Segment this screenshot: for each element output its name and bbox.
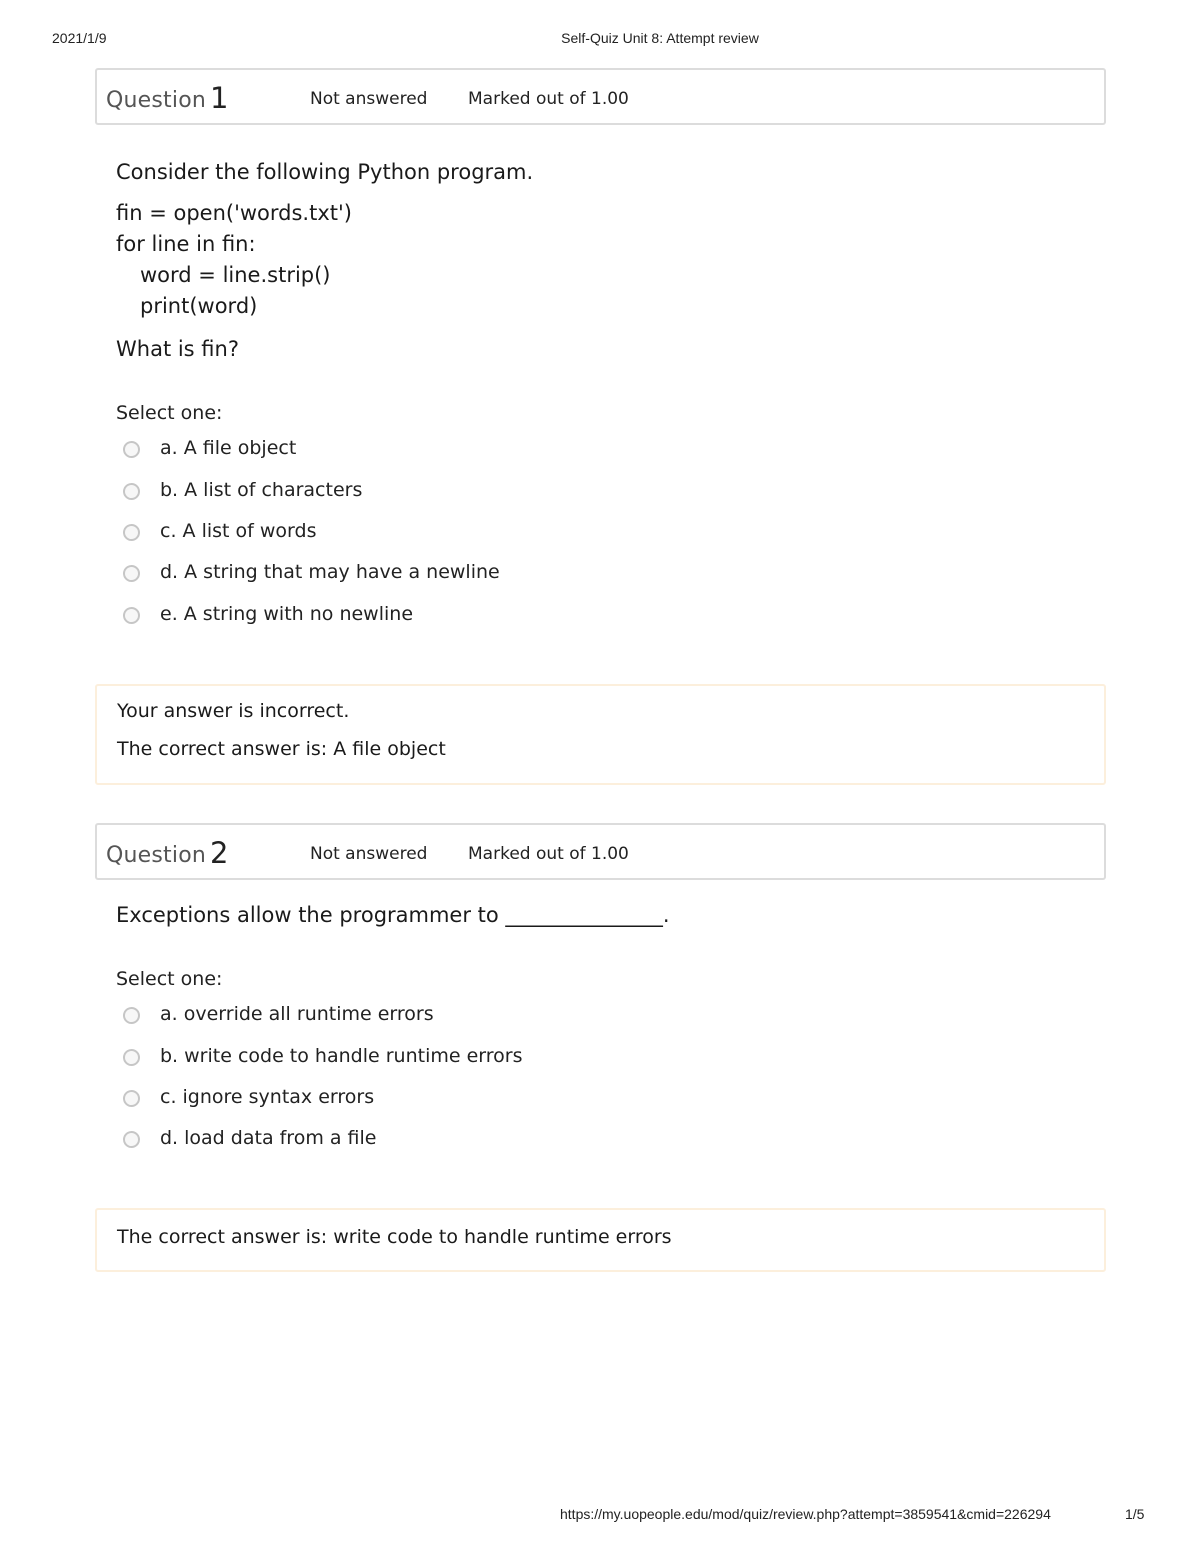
option-label: a. override all runtime errors bbox=[160, 1003, 434, 1025]
option-label: d. load data from a file bbox=[160, 1127, 377, 1149]
radio-button[interactable] bbox=[123, 1049, 140, 1066]
feedback-correct-answer: The correct answer is: A file object bbox=[117, 738, 446, 760]
feedback-status: Your answer is incorrect. bbox=[117, 700, 350, 722]
print-title: Self-Quiz Unit 8: Attempt review bbox=[561, 30, 759, 46]
print-page-number: 1/5 bbox=[1125, 1506, 1145, 1522]
question-state: Not answered bbox=[310, 844, 428, 864]
print-footer-url: https://my.uopeople.edu/mod/quiz/review.php?attempt=3859541&cmid=226294 bbox=[560, 1506, 1051, 1522]
question-state: Not answered bbox=[310, 89, 428, 109]
feedback-correct-answer: The correct answer is: write code to handle runtime errors bbox=[117, 1226, 672, 1248]
code-line: for line in fin: bbox=[116, 232, 256, 256]
radio-button[interactable] bbox=[123, 1007, 140, 1024]
radio-button[interactable] bbox=[123, 483, 140, 500]
option-label: b. A list of characters bbox=[160, 479, 363, 501]
question-grade: Marked out of 1.00 bbox=[468, 844, 629, 864]
question-label: Question bbox=[106, 843, 206, 868]
radio-button[interactable] bbox=[123, 565, 140, 582]
option-label: c. ignore syntax errors bbox=[160, 1086, 375, 1108]
question-1-header bbox=[95, 68, 1106, 125]
question-1-prompt: What is fin? bbox=[116, 337, 239, 361]
question-1-intro: Consider the following Python program. bbox=[116, 160, 534, 184]
radio-button[interactable] bbox=[123, 1090, 140, 1107]
code-line: word = line.strip() bbox=[140, 263, 331, 287]
code-line: fin = open('words.txt') bbox=[116, 201, 352, 225]
question-2-intro: Exceptions allow the programmer to _______________. bbox=[116, 903, 670, 927]
question-2-feedback bbox=[95, 1208, 1106, 1272]
question-label: Question bbox=[106, 88, 206, 113]
print-date: 2021/1/9 bbox=[52, 30, 107, 46]
option-label: a. A file object bbox=[160, 437, 297, 459]
option-label: d. A string that may have a newline bbox=[160, 561, 500, 583]
question-number: 2 bbox=[210, 836, 229, 870]
radio-button[interactable] bbox=[123, 524, 140, 541]
select-one-label: Select one: bbox=[116, 402, 223, 424]
radio-button[interactable] bbox=[123, 441, 140, 458]
option-label: b. write code to handle runtime errors bbox=[160, 1045, 523, 1067]
question-1-feedback bbox=[95, 684, 1106, 785]
option-label: c. A list of words bbox=[160, 520, 317, 542]
radio-button[interactable] bbox=[123, 607, 140, 624]
question-grade: Marked out of 1.00 bbox=[468, 89, 629, 109]
radio-button[interactable] bbox=[123, 1131, 140, 1148]
question-number: 1 bbox=[210, 81, 229, 115]
select-one-label: Select one: bbox=[116, 968, 223, 990]
question-1-title bbox=[106, 80, 229, 114]
question-2-header bbox=[95, 823, 1106, 880]
option-label: e. A string with no newline bbox=[160, 603, 414, 625]
print-header bbox=[0, 30, 1200, 50]
question-2-title bbox=[106, 835, 229, 869]
code-line: print(word) bbox=[140, 294, 258, 318]
